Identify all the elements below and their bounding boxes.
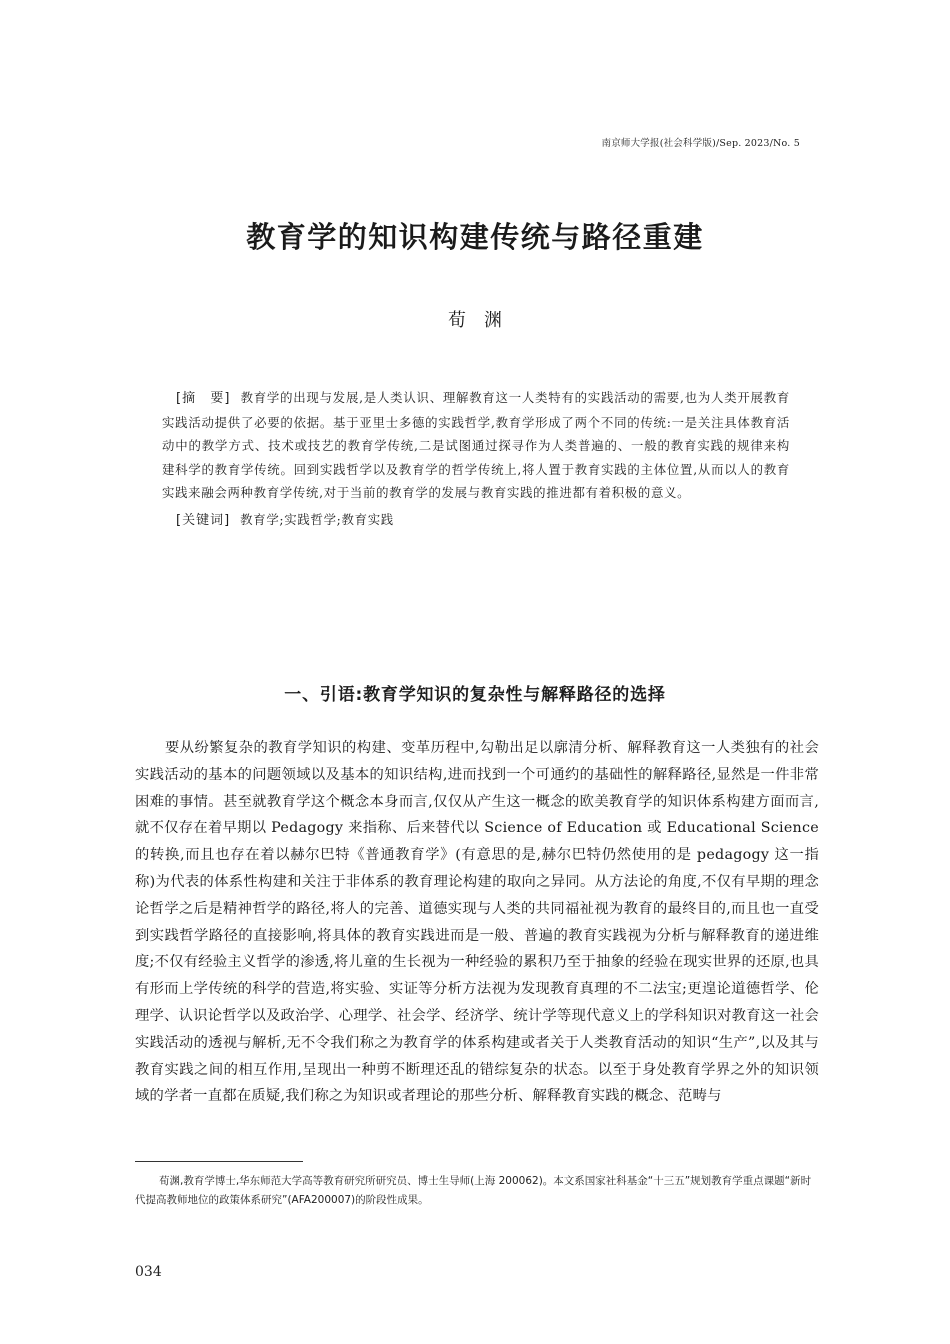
keywords-label: [关键词]: [176, 512, 231, 528]
section-heading: 一、引语:教育学知识的复杂性与解释路径的选择: [284, 685, 666, 705]
abstract-label: [摘 要]: [176, 391, 231, 406]
keywords-paragraph: [162, 508, 790, 533]
abstract-text: 教育学的出现与发展,是人类认识、理解教育这一人类特有的实践活动的需要,也为人类开展教育实践活动提供了必要的依据。基于亚里士多德的实践哲学,教育学形成了两个不同的传统:一是关注具体教育活动中的教学方式、技术或技艺的教育学传统,二是试图通过探寻作为人类普遍的、一般的教育实践的规律来构建科学的教育学传统。回到实践哲学以及教育学的哲学传统上,将人置于教育实践的主体位置,从而以人的教育实践来融会两种教育学传统,对于当前的教育学的发展与教育实践的推进都有着积极的意义。: [162, 390, 790, 500]
abstract-paragraph: [162, 386, 790, 505]
article-author: 荀渊: [448, 310, 520, 331]
footnote-divider: [135, 1161, 303, 1162]
abstract-block: [162, 386, 790, 532]
journal-header: 南京师大学报(社会科学版)/Sep. 2023/No. 5: [601, 138, 800, 149]
article-title: 教育学的知识构建传统与路径重建: [246, 220, 704, 254]
page-number: 034: [135, 1264, 162, 1280]
footnote: 荀渊,教育学博士,华东师范大学高等教育研究所研究员、博士生导师(上海 200062)。本文系国家社科基金“十三五”规划教育学重点课题“新时代提高教师地位的政策体系研究”(AFA200007)的阶段性成果。: [135, 1175, 812, 1206]
keywords-text: 教育学;实践哲学;教育实践: [240, 511, 394, 527]
body-paragraph: 要从纷繁复杂的教育学知识的构建、变革历程中,勾勒出足以廓清分析、解释教育这一人类独有的社会实践活动的基本的问题领域以及基本的知识结构,进而找到一个可通约的基础性的解释路径,显然是一件非常困难的事情。甚至就教育学这个概念本身而言,仅仅从产生这一概念的欧美教育学的知识体系构建方面而言,就不仅存在着早期以 Pedagogy 来指称、后来替代以 Science of Education 或 Educational Science 的转换,而且也存在着以赫尔巴特《普通教育学》(有意思的是,赫尔巴特仍然使用的是 pedagogy 这一指称)为代表的体系性构建和关注于非体系的教育理论构建的取向之异同。从方法论的角度,不仅有早期的理念论哲学之后是精神哲学的路径,将人的完善、道德实现与人类的共同福祉视为教育的最终目的,而且也一直受到实践哲学路径的直接影响,将具体的教育实践进而是一般、普遍的教育实践视为分析与解释教育的递进维度;不仅有经验主义哲学的渗透,将儿童的生长视为一种经验的累积乃至于抽象的经验在现实世界的还原,也具有形而上学传统的科学的营造,将实验、实证等分析方法视为发现教育真理的不二法宝;更遑论道德哲学、伦理学、认识论哲学以及政治学、心理学、社会学、经济学、统计学等现代意义上的学科知识对教育这一社会实践活动的透视与解析,无不令我们称之为教育学的体系构建或者关于人类教育活动的知识“生产”,以及其与教育实践之间的相互作用,呈现出一种剪不断理还乱的错综复杂的状态。以至于身处教育学界之外的知识领域的学者一直都在质疑,我们称之为知识或者理论的那些分析、解释教育实践的概念、范畴与: [135, 740, 819, 1105]
